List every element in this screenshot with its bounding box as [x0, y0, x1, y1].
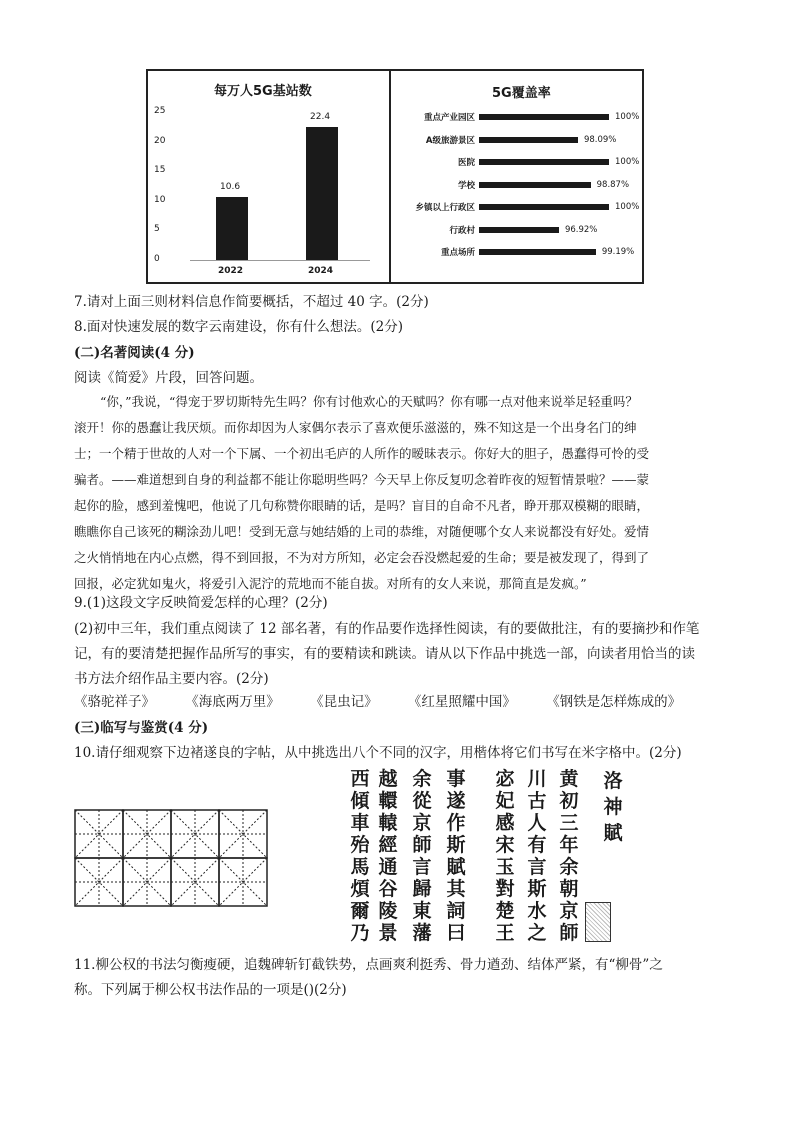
bar-value-label: 22.4 [310, 112, 331, 123]
question-9-2-line: (2)初中三年，我们重点阅读了 12 部名著，有的作品要作选择性阅读，有的要做批注，有的要摘抄和作笔 [74, 621, 700, 637]
reading-intro: 阅读《简爱》片段，回答问题。 [74, 370, 263, 386]
mizige-cell[interactable] [75, 858, 123, 906]
seal-stamp [585, 902, 611, 942]
calligraphy-column: 事遂作斯賦其詞曰 [446, 768, 466, 944]
mizige-cell[interactable] [171, 810, 219, 858]
hbar-chart-title: 5G覆盖率 [492, 86, 551, 101]
y-tick-label: 15 [154, 165, 166, 176]
hbar-category-label: 医院 [457, 158, 475, 168]
bar-2022 [216, 197, 248, 260]
x-tick-label: 2024 [308, 266, 334, 276]
hbar-category-label: 学校 [457, 180, 475, 191]
y-tick-label: 0 [154, 254, 160, 264]
passage-line: 之火悄悄地在内心点燃，得不到回报，不为对方所知，必定会吞没燃起爱的生命；要是被发现了，得到了 [74, 550, 650, 565]
mizige-cell[interactable] [219, 858, 267, 906]
mizige-cell[interactable] [171, 858, 219, 906]
book-title: 《钢铁是怎样炼成的》 [546, 694, 682, 710]
question-9-1: 9.(1)这段文字反映简爱怎样的心理？(2分) [74, 595, 328, 611]
hbar-value-label: 98.09% [583, 134, 617, 145]
mizige-grid[interactable] [72, 808, 270, 908]
y-tick-label: 25 [154, 106, 166, 116]
hbar-1 [479, 137, 578, 143]
y-tick-label: 20 [154, 135, 166, 146]
question-11-line: 11.柳公权的书法匀衡瘦硬，追魏碑斩钉截铁势，点画爽利挺秀、骨力遒劲、结体严紧，有“柳骨”之 [74, 957, 663, 973]
chart-divider [389, 71, 391, 282]
mizige-cell[interactable] [123, 810, 171, 858]
bar-2024 [306, 127, 338, 260]
question-11-line: 称。下列属于柳公权书法作品的一项是()(2分) [74, 982, 347, 998]
hbar-value-label: 100% [615, 157, 640, 167]
hbar-category-label: 行政村 [449, 225, 475, 236]
calligraphy-column: 越轘轅經通谷陵景 [378, 768, 398, 944]
hbar-2 [479, 159, 609, 165]
passage-line: 回报，必定犹如鬼火，将爱引入泥泞的荒地而不能自拔。对所有的女人来说，那简直是发疯。” [74, 576, 587, 591]
book-title: 《红星照耀中国》 [407, 694, 516, 710]
hbar-value-label: 96.92% [564, 224, 598, 235]
book-list [74, 693, 707, 711]
hbar-category-label: 重点场所 [440, 248, 475, 258]
hbar-category-label: 乡镇以上行政区 [415, 203, 475, 213]
passage [74, 389, 720, 597]
question-10: 10.请仔细观察下边褚遂良的字帖，从中挑选出八个不同的汉字，用楷体将它们书写在米字格中。(2分) [74, 745, 682, 761]
passage-line: 骗者。——难道想到自身的利益都不能让你聪明些吗？今天早上你反复叨念着昨夜的短暂情景啦？——蒙 [74, 472, 650, 487]
hbar-6 [479, 249, 596, 255]
mizige-cell[interactable] [219, 810, 267, 858]
question-9-2-line: 记，有的要清楚把握作品所写的事实，有的要精读和跳读。请从以下作品中挑选一部，向读者用恰当的读 [74, 646, 695, 662]
mizige-cell[interactable] [123, 858, 171, 906]
question-7: 7.请对上面三则材料信息作简要概括，不超过 40 字。(2分) [74, 294, 429, 310]
horizontal-bar-chart [395, 108, 640, 278]
vertical-bar-chart [150, 100, 380, 280]
mizige-cell[interactable] [75, 810, 123, 858]
hbar-value-label: 99.19% [601, 247, 635, 257]
hbar-value-label: 100% [615, 112, 640, 122]
hbar-3 [479, 182, 591, 188]
book-title: 《昆虫记》 [310, 694, 378, 710]
hbar-0 [479, 114, 609, 120]
section-2-heading: (二)名著阅读(4 分) [74, 345, 195, 361]
calligraphy-column: 西傾車殆馬煩爾乃 [350, 768, 370, 944]
y-tick-label: 10 [154, 194, 166, 205]
passage-line: 士；一个精于世故的人对一个下属、一个初出毛庐的人所作的暧昧表示。你好大的胆子，愚蠢得可怜的受 [74, 446, 650, 461]
calligraphy-column: 黄初三年余朝京師 [559, 768, 579, 944]
question-9-2-line: 书方法介绍作品主要内容。(2分) [74, 671, 269, 687]
x-tick-label: 2022 [218, 266, 244, 276]
passage-line: 滚开！你的愚蠢让我厌烦。而你却因为人家偶尔表示了喜欢便乐滋滋的，殊不知这是一个出身名门的绅 [74, 420, 637, 435]
hbar-category-label: 重点产业园区 [423, 113, 475, 123]
x-axis-line [190, 260, 370, 261]
hbar-value-label: 100% [615, 202, 640, 212]
book-title: 《骆驼祥子》 [74, 694, 155, 710]
section-3-heading: (三)临写与鉴赏(4 分) [74, 720, 209, 736]
calligraphy-column: 川古人有言斯水之 [527, 768, 547, 944]
hbar-value-label: 98.87% [596, 179, 630, 190]
hbar-4 [479, 204, 609, 210]
passage-line: 起你的脸，感到羞愧吧，他说了几句称赞你眼睛的话，是吗？盲目的自命不凡者，睁开那双模糊的眼睛， [74, 498, 650, 513]
calligraphy-column: 宓妃感宋玉對楚王 [495, 768, 515, 944]
passage-line: 瞧瞧你自己该死的糊涂劲儿吧！受到无意与她结婚的上司的恭维，对随便哪个女人来说都没有好处。爱情 [74, 524, 650, 539]
book-title: 《海底两万里》 [185, 694, 280, 710]
question-8: 8.面对快速发展的数字云南建设，你有什么想法。(2分) [74, 319, 404, 335]
hbar-5 [479, 227, 559, 233]
hbar-category-label: A级旅游景区 [425, 135, 475, 146]
bar-value-label: 10.6 [220, 182, 241, 193]
y-tick-label: 5 [154, 224, 160, 235]
calligraphy-column: 洛神賦 [603, 770, 623, 844]
bar-chart-title: 每万人5G基站数 [214, 84, 312, 99]
calligraphy-column: 余從京師言歸東藩 [412, 768, 432, 944]
passage-line: “你，”我说，“得宠于罗切斯特先生吗？你有讨他欢心的天赋吗？你有哪一点对他来说举足轻重吗？ [100, 394, 638, 409]
